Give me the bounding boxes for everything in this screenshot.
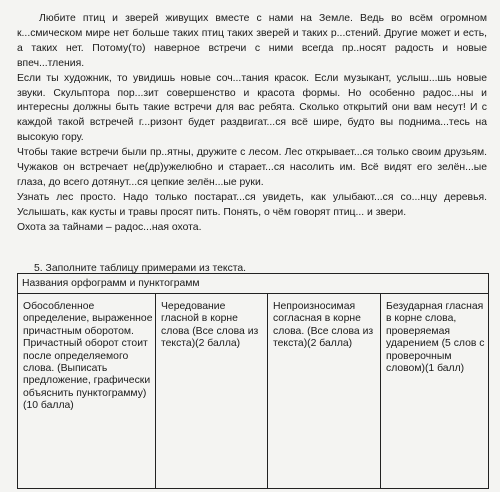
paragraph-5: Охота за тайнами – радос...ная охота.	[17, 221, 202, 233]
table-cell-unstressed-vowel[interactable]: Безударная гласная в корне слова, проверяемая ударением (5 слов с проверочным словом)(1 балл)	[386, 301, 485, 375]
task-instruction: 5. Заполните таблицу примерами из текста.	[34, 263, 247, 274]
paragraph-3: Чтобы такие встречи были пр..ятны, дружите с лесом. Лес открывает...ся только своим друзьям. Чужаков он встречает не(др)ужелюбно и старает...ся насолить им. Всё видят его зелён...ые глаза, до всего дотянут...ся цепкие зелён...ые руки.	[17, 147, 487, 188]
table-cell-silent-consonant[interactable]: Непроизносимая согласная в корне слова. (Все слова из текста)(2 балла)	[268, 294, 381, 488]
orthogram-table	[17, 273, 489, 489]
paragraph-1: Любите птиц и зверей живущих вместе с нами на Земле. Ведь во всём огромном к...смическом мире нет больше таких птиц таких зверей и таких р...стений. Другие может и есть, а таких нет. Потому(то) наверное встречи с ними всегда пр..носят радость и новые впеч...тления.	[17, 13, 487, 69]
reading-text	[17, 12, 487, 236]
table-cell-participial-phrase[interactable]: Обособленное определение, выраженное причастным оборотом. Причастный оборот стоит после определяемого слова. (Выписать предложение, графически объяснить пунктограмму)(10 балла)	[18, 294, 156, 488]
table-row	[18, 294, 488, 488]
table-cell-alternating-vowel[interactable]: Чередование гласной в корне слова (Все слова из текста)(2 балла)	[156, 294, 268, 488]
paragraph-2: Если ты художник, то увидишь новые соч...тания красок. Если музыкант, услыш...шь новые звуки. Скульптора пор...зит совершенство и красота формы. Но особенно радос...ны и интересны должны быть такие встречи для вас ребята. Сколько открытий они вам несут! И с каждой такой встречей г...ризонт будет раздвигат...ся всё шире, будто вы поднима...тесь на высокую гору.	[17, 72, 487, 144]
paragraph-4: Узнать лес просто. Надо только постарат...ся увидеть, как улыбают...ся со...нцу деревья. Услышать, как кусты и травы просят пить. Понять, о чём говорят птиц... и звери.	[17, 191, 487, 218]
table-header: Названия орфограмм и пунктограмм	[18, 274, 488, 294]
